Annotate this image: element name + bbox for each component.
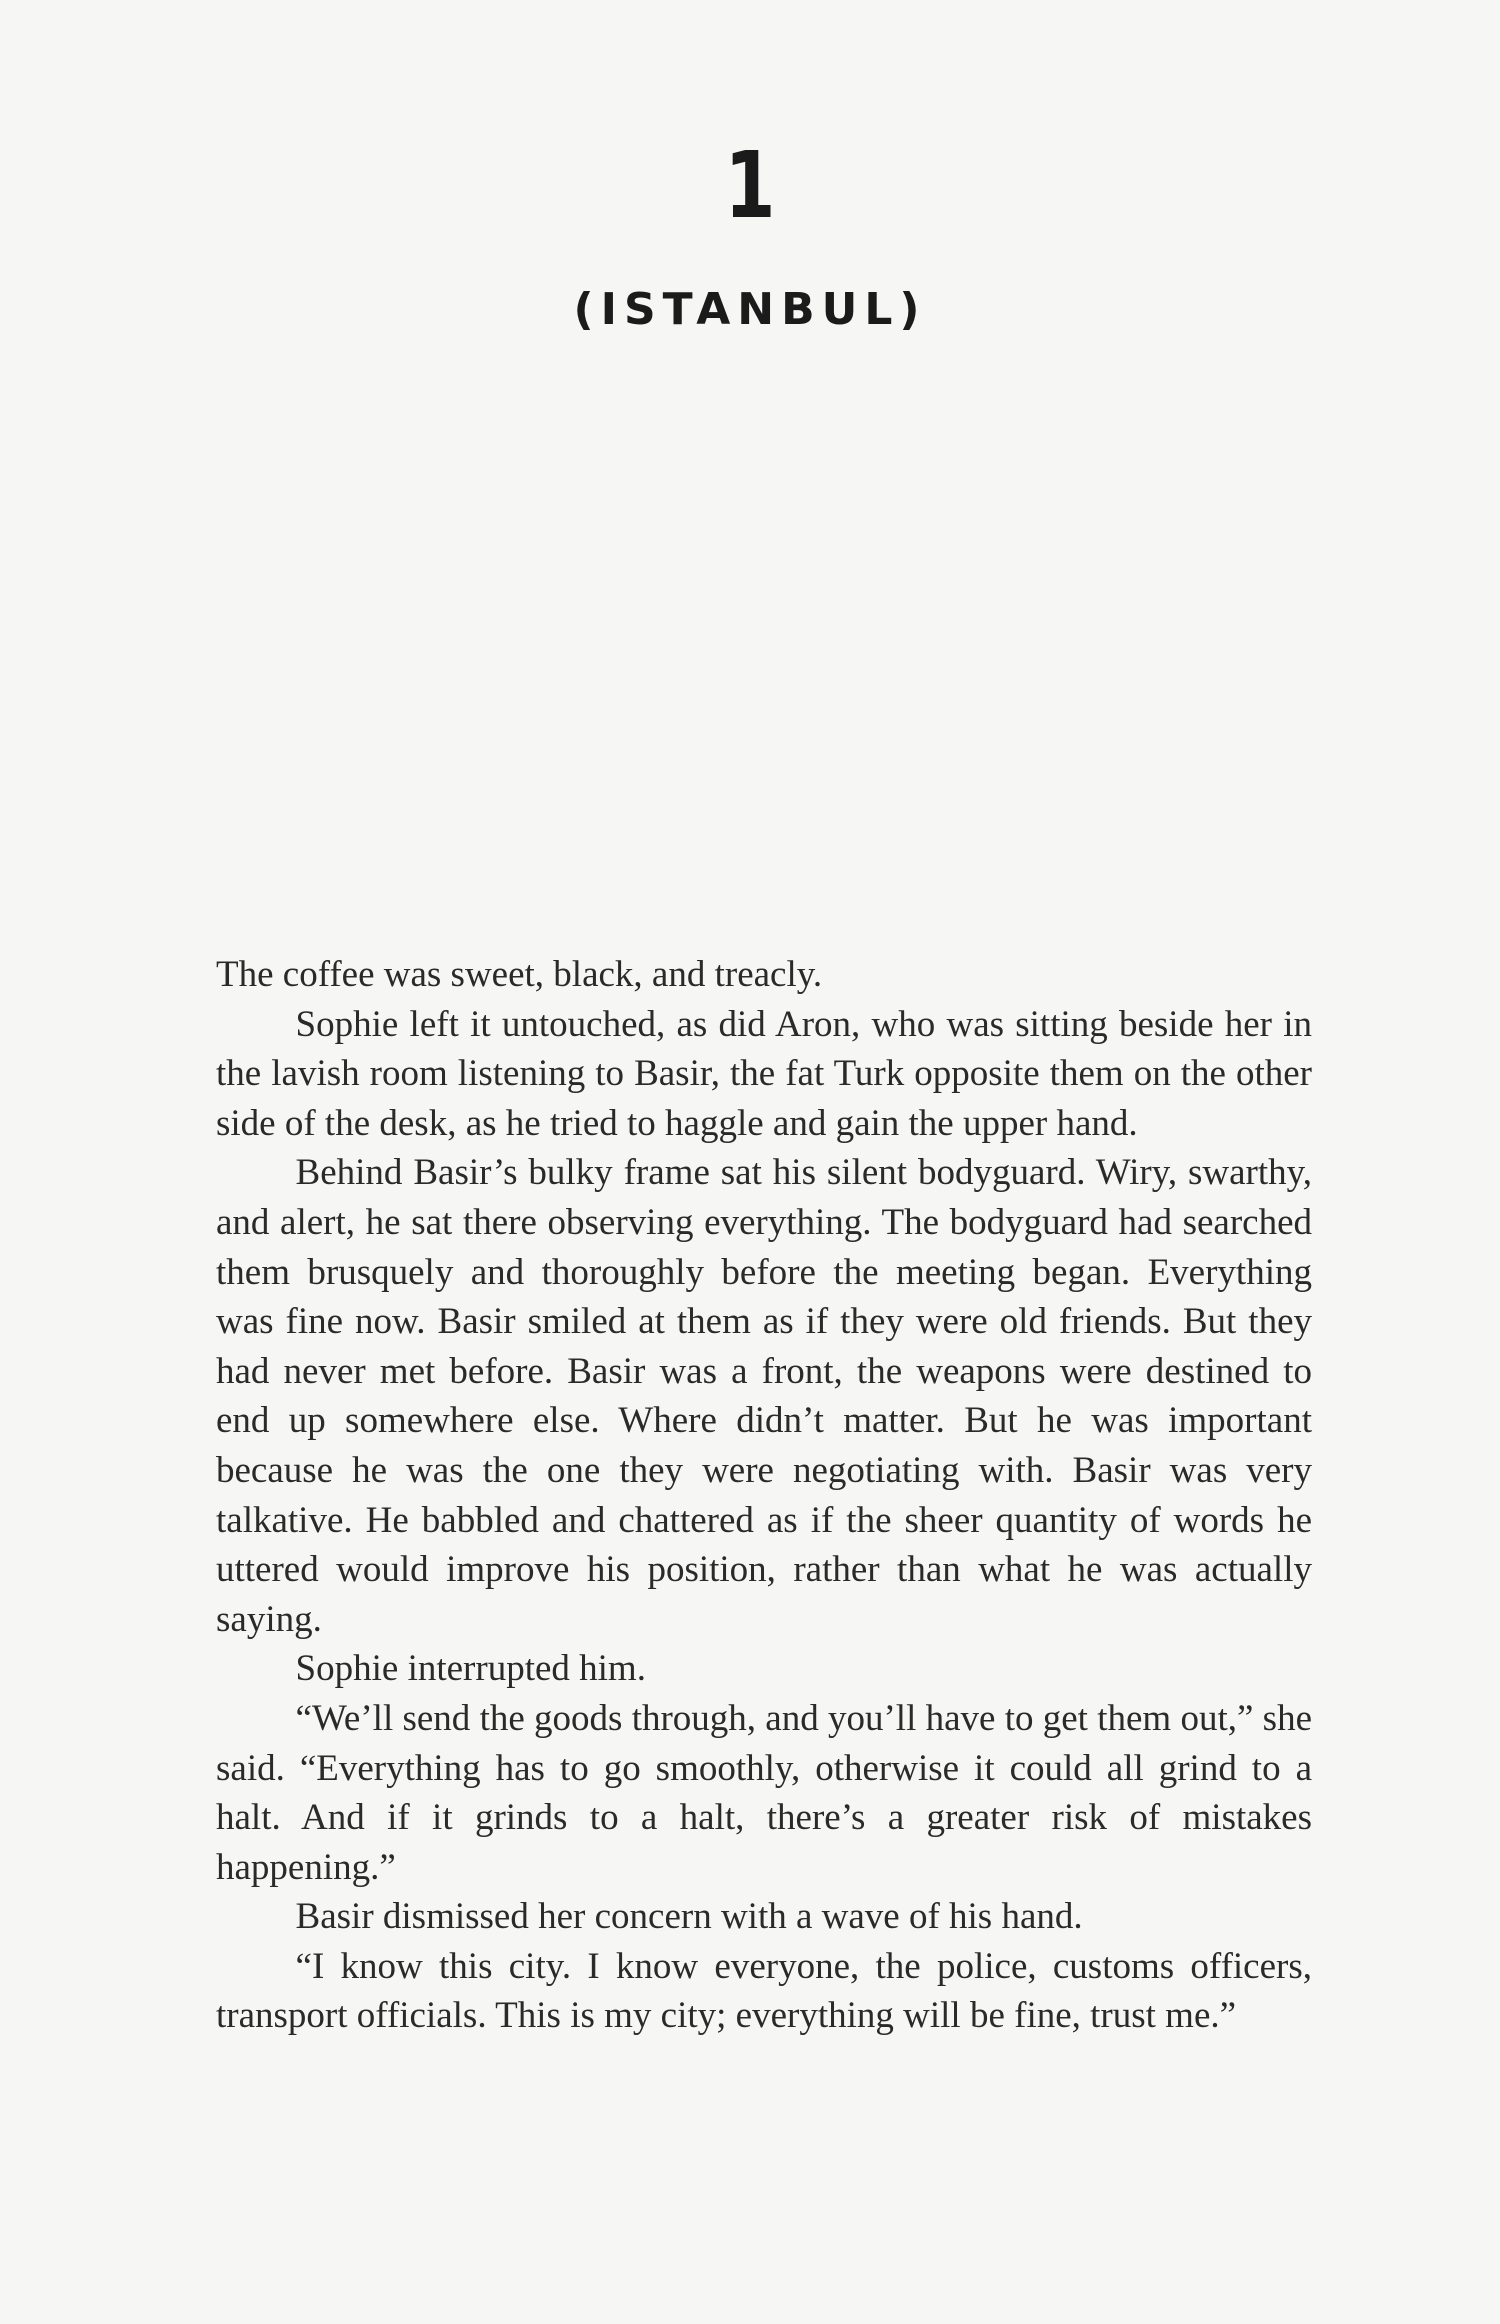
paragraph: Sophie interrupted him. [295,1648,646,1690]
paragraph: “We’ll send the goods through, and you’ll have to get them out,” she said. “Everything has to go smoothly, otherwise it could all grind to a halt. And if it grinds to a halt, there’s a greater risk of mistakes happening.” [216,1697,1312,1888]
paragraph: Basir dismissed her concern with a wave of his hand. [295,1896,1083,1938]
paragraph: “I know this city. I know everyone, the police, customs officers, transport officials. This is my city; everything will be fine, trust me.” [216,1945,1312,2037]
paragraph: Sophie left it untouched, as did Aron, who was sitting beside her in the lavish room listening to Basir, the fat Turk opposite them on the other side of the desk, as he tried to haggle and gain the upper hand. [216,1003,1312,1144]
paragraph: Behind Basir’s bulky frame sat his silent bodyguard. Wiry, swarthy, and alert, he sat there observing everything. The bodyguard had searched them brusquely and thoroughly before the meeting began. Everything was fine now. Basir smiled at them as if they were old friends. But they had never met before. Basir was a front, the weapons were destined to end up somewhere else. Where didn’t matter. But he was important because he was the one they were negotiating with. Basir was very talkative. He babbled and chattered as if the sheer quantity of words he uttered would improve his position, rather than what he was actually saying. [216,1152,1312,1640]
chapter-title: (ISTANBUL) [573,284,927,335]
chapter-number: 1 [724,132,776,239]
body-text [216,950,1312,2041]
paragraph: The coffee was sweet, black, and treacly. [216,954,823,995]
